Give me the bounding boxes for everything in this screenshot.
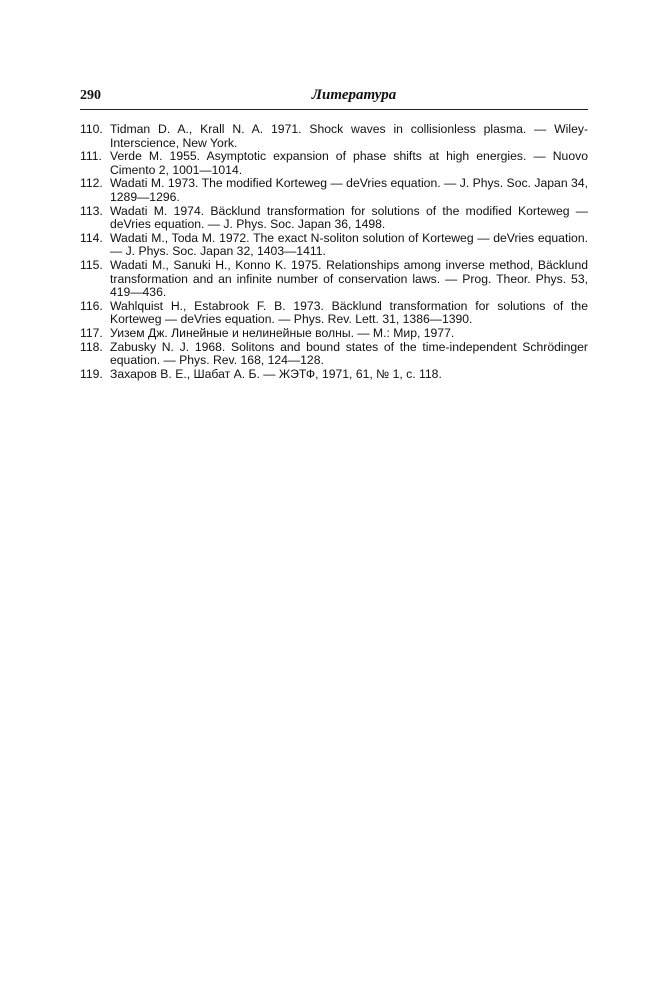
reference-item	[80, 327, 588, 341]
reference-number: 119.	[80, 366, 103, 381]
reference-number: 116.	[80, 298, 103, 313]
reference-item	[80, 123, 588, 150]
reference-number: 118.	[80, 339, 103, 354]
reference-item	[80, 368, 588, 382]
reference-text: Zabusky N. J. 1968. Solitons and bound states of the time-independent Schrödinger equation. — Phys. Rev. 168, 124—128.	[110, 339, 588, 368]
reference-item	[80, 341, 588, 368]
running-title: Литература	[311, 87, 397, 103]
reference-item	[80, 205, 588, 232]
reference-item	[80, 259, 588, 300]
reference-number: 110.	[80, 122, 103, 136]
reference-number: 112.	[80, 176, 103, 191]
reference-text: Wadati M., Toda M. 1972. The exact N-soliton solution of Korteweg — deVries equation. — J. Phys. Soc. Japan 32, 1403—1411.	[110, 230, 588, 259]
page-header	[80, 86, 588, 108]
reference-text: Tidman D. A., Krall N. A. 1971. Shock waves in collisionless plasma. — Wiley-Interscience, New York.	[110, 122, 588, 150]
reference-number: 111.	[80, 149, 102, 164]
reference-item	[80, 150, 588, 177]
reference-text: Захаров В. Е., Шабат А. Б. — ЖЭТФ, 1971, 61, № 1, с. 118.	[110, 366, 442, 381]
reference-number: 117.	[80, 325, 103, 340]
reference-number: 115.	[80, 257, 103, 272]
reference-text: Wadati M., Sanuki H., Konno K. 1975. Relationships among inverse method, Bäcklund transformation and an infinite number of conservation laws. — Prog. Theor. Phys. 53, 419—436.	[110, 257, 588, 300]
reference-text: Wadati M. 1973. The modified Korteweg — deVries equation. — J. Phys. Soc. Japan 34, 1289—1296.	[110, 176, 588, 204]
reference-item	[80, 300, 588, 327]
header-rule	[80, 109, 588, 110]
reference-item	[80, 232, 588, 259]
reference-text: Wadati M. 1974. Bäcklund transformation for solutions of the modified Korteweg — deVries equation. — J. Phys. Soc. Japan 36, 1498.	[110, 203, 588, 232]
reference-list	[80, 123, 588, 381]
reference-number: 114.	[80, 230, 103, 245]
reference-text: Wahlquist H., Estabrook F. B. 1973. Bäcklund transformation for solutions of the Korteweg — deVries equation. — Phys. Rev. Lett. 31, 1386—1390.	[110, 298, 588, 327]
reference-text: Уизем Дж. Линейные и нелинейные волны. — М.: Мир, 1977.	[110, 325, 455, 340]
reference-text: Verde M. 1955. Asymptotic expansion of phase shifts at high energies. — Nuovo Cimento 2, 1001—1014.	[110, 149, 588, 177]
reference-number: 113.	[80, 203, 103, 218]
reference-item	[80, 177, 588, 204]
page-number: 290	[80, 88, 101, 103]
